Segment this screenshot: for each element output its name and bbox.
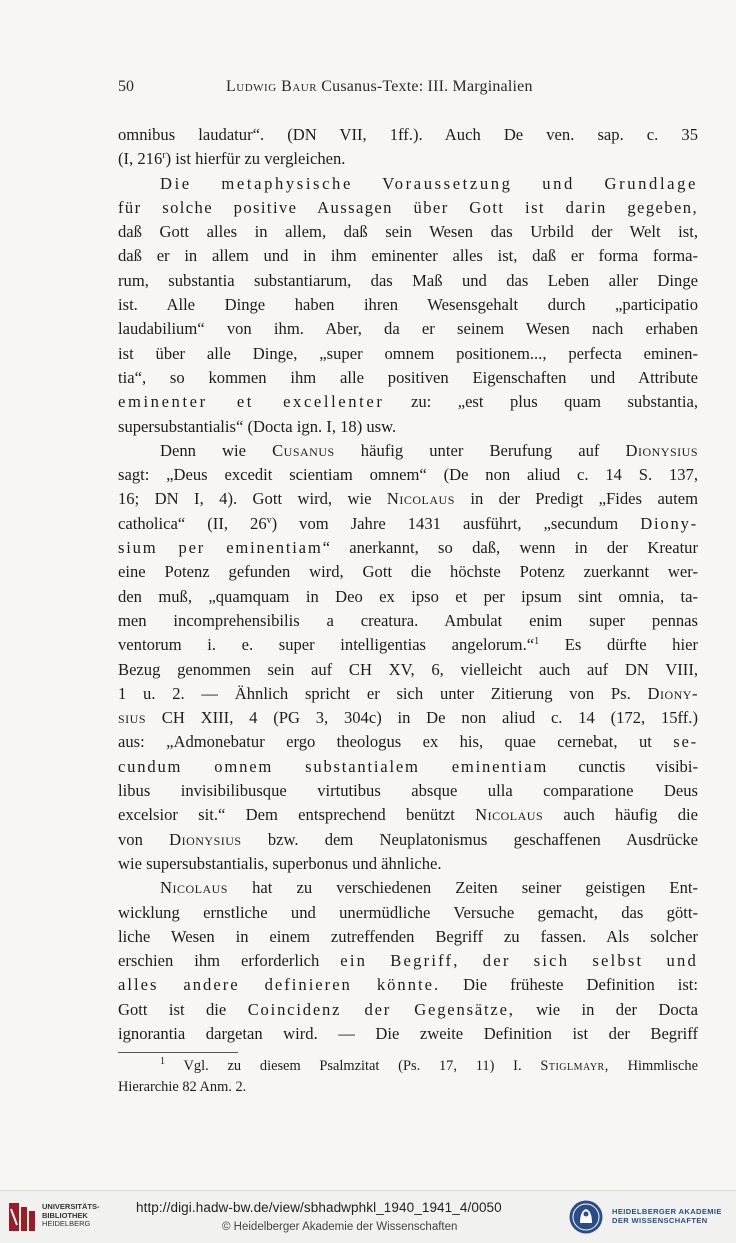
text-line: erschien ihm erforderlich ein Begriff, der sich selbst und [118,951,698,971]
academy-name: HEIDELBERGER AKADEMIE DER WISSENSCHAFTEN [612,1207,722,1225]
text-line: Die metaphysische Voraussetzung und Grundlage [160,173,698,193]
text-line: aus: „Admonebatur ergo theologus ex his, quae cernebat, ut se- [118,732,698,752]
university-library-name: UNIVERSITÄTS- BIBLIOTHEK HEIDELBERG [42,1202,100,1228]
text-line: ist. Alle Dinge haben ihren Wesensgehalt durch „participatio [118,295,698,315]
running-title [226,78,533,96]
text-line: tia“, so kommen ihm alle positiven Eigenschaften und Attribute [118,367,698,387]
text-line: omnibus laudatur“. (DN VII, 1ff.). Auch De ven. sap. c. 35 [118,125,698,144]
text-line: Gott ist die Coincidenz der Gegensätze, wie in der Docta [118,999,699,1019]
body-text [118,123,698,1046]
text-line: ist über alle Dinge, „super omnem positionem..., perfecta eminen- [118,343,698,363]
text-line: catholica“ (II, 26$^v$) vom Jahre 1431 ausführt, „secundum Diony- [118,513,698,533]
text-line: für solche positive Aussagen über Gott ist darin gegeben, [118,197,698,217]
text-line: ventorum i. e. super intelligentias angelorum.“$^1$ Es dürfte hier [118,635,698,655]
text-line: cundum omnem substantialem eminentiam cunctis visibi- [118,756,698,776]
text-line: (I, 216$^r$) ist hierfür zu vergleichen. [118,149,346,169]
copyright-notice: © Heidelberger Akademie der Wissenschaften [222,1221,458,1233]
text-line: den muß, „quamquam in Deo ex ipso et per ipsum sint omnia, ta- [118,586,698,606]
text-line: Nicolaus hat zu verschiedenen Zeiten seiner geistigen Ent- [160,878,698,898]
text-line: laudabilium“ von ihm. Aber, da er seinem Wesen nach erhaben [118,319,698,339]
university-library-logo-icon [6,1199,38,1235]
text-line: daß Gott alles in allem, daß sein Wesen das Urbild der Welt ist, [118,222,698,242]
running-title-rest: Cusanus-Texte: III. Marginalien [321,78,533,95]
text-line: von Dionysius bzw. dem Neuplatonismus geschaffenen Ausdrücke [118,829,698,849]
text-line: supersubstantialis“ (Docta ign. I, 18) usw. [118,416,397,436]
footnote-line: $^1$ Vgl. zu diesem Psalmzitat (Ps. 17, 11) I. Stiglmayr, Himmlische [160,1056,698,1074]
text-line: excelsior sit.“ Dem entsprechend benützt Nicolaus auch häufig die [118,805,698,825]
footnote [118,1056,698,1097]
text-line: rum, substantia substantiarum, das Maß und das Leben aller Dinge [118,270,698,290]
text-line: Denn wie Cusanus häufig unter Berufung auf Dionysius [160,440,698,460]
text-line: alles andere definieren könnte. Die früheste Definition ist: [118,975,699,995]
footnote-rule [118,1052,238,1053]
academy-seal-icon [568,1199,604,1235]
page-number: 50 [118,78,134,95]
running-title-author: Ludwig Baur [226,78,318,95]
permalink-url[interactable]: http://digi.hadw-bw.de/view/sbhadwphkl_1940_1941_4/0050 [136,1200,502,1215]
text-line: men incomprehensibilis a creatura. Ambulat enim super pennas [118,610,698,630]
text-line: eminenter et excellenter zu: „est plus quam substantia, [118,392,698,412]
text-line: 16; DN I, 4). Gott wird, wie Nicolaus in der Predigt „Fides autem [118,489,698,509]
text-line: sius CH XIII, 4 (PG 3, 304c) in De non aliud c. 14 (172, 15ff.) [118,708,698,728]
text-line: Bezug genommen sein auf CH XV, 6, vielleicht auch auf DN VIII, [118,659,698,679]
running-header [118,78,698,106]
footnote-line: Hierarchie 82 Anm. 2. [118,1078,247,1095]
text-line: wie supersubstantialis, superbonus und ähnliche. [118,853,442,873]
viewer-footer [0,1190,736,1243]
text-line: ignorantia dargetan wird. — Die zweite Definition ist der Begriff [118,1023,698,1043]
text-line: liche Wesen in einem zutreffenden Begriff zu fassen. Als solcher [118,926,698,946]
text-line: daß er in allem und in ihm eminenter alles ist, daß er forma forma- [118,246,698,266]
text-line: sagt: „Deus excedit scientiam omnem“ (De non aliud c. 14 S. 137, [118,465,698,485]
text-line: sium per eminentiam“ anerkannt, so daß, wenn in der Kreatur [118,538,699,558]
text-line: libus invisibilibusque virtutibus absque ulla comparatione Deus [118,781,698,801]
text-line: 1 u. 2. — Ähnlich spricht er sich unter Zitierung von Ps. Diony- [118,683,698,703]
text-line: eine Potenz gefunden wird, Gott die höchste Potenz zuerkannt wer- [118,562,698,582]
text-line: wicklung ernstliche und unermüdliche Versuche gemacht, das gött- [118,902,698,922]
